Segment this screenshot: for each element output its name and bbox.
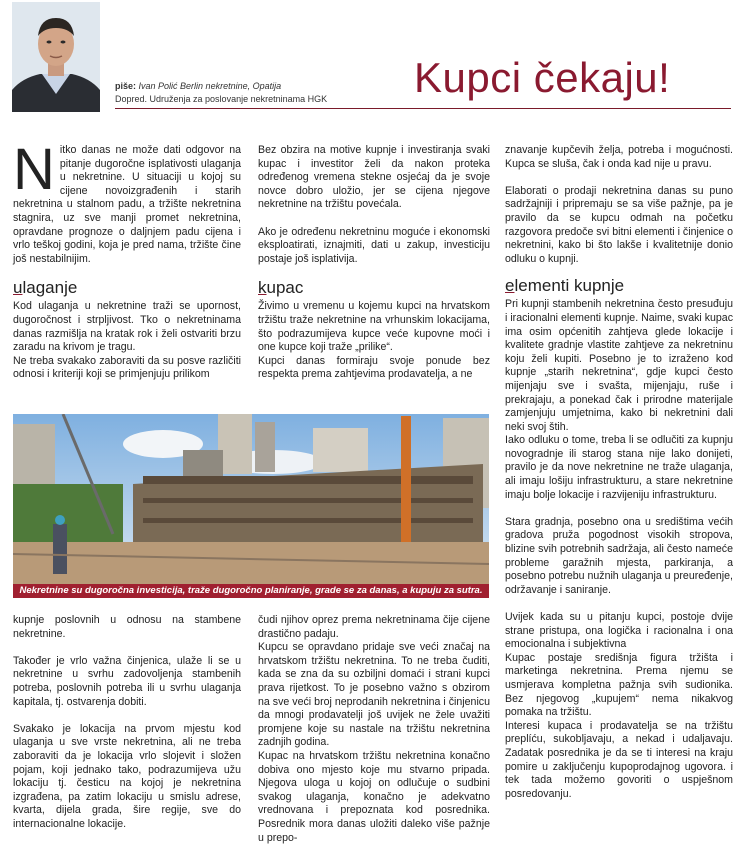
construction-photo [13,414,489,586]
column-2-top [258,144,490,382]
drop-cap: N [13,137,55,202]
paragraph: Interesi kupaca i prodavatelja se na tržištu preplíću, sukobljavaju, a nekad i udaljavaju. Zadatak posrednika je da se ti interesi na kraju pomire u zaključenju kupoprodajnog ugovora. i tek tada možemo govoriti o uspješnom posredovanju. [505,719,733,800]
author-photo [12,2,100,112]
paragraph: Kod ulaganja u nekretnine traži se upornost, dugoročnost i strpljivost. Tko o nekretninama danas razmišlja na kratak rok i želi ostvariti brzu zaradu na krivom je tragu. [13,300,241,354]
construction-site-image [13,414,489,586]
byline-author: Ivan Polić Berlin nekretnine, Opatija [138,81,282,91]
byline [115,80,327,106]
paragraph: Pri kupnji stambenih nekretnina često presuđuju i iracionalni elementi kupnje. Naime, svaki kupac ima osim općenitih zahtjeva glede lokacije i kvalitete gradnje vlastite zahtjeve za nekretninu koju želi kupiti. Posebno je to izraženo kod kupnje „starih nekretnina“, gdje kupci često mijenjaju sve i svašta, mijenjaju, ruše i prekrajaju, a ponekad čak i prirodne materijale zamjenjuju umjetnima, kako bi nekretnini dali neki svoj štih. [505,298,733,433]
paragraph: Ako je određenu nekretninu moguće i ekonomski eksploatirati, iznajmiti, dati u zakup, investiciju postaje još isplativija. [258,225,490,265]
subheading-elementi-kupnje: elementi kupnje [505,276,625,296]
paragraph: čudi njihov oprez prema nekretninama čije cijene drastično padaju. [258,614,490,640]
paragraph: Kupcu se opravdano pridaje sve veći značaj na hrvatskom tržištu nekretnina. To ne treba čuditi, kada se zna da su ozbiljni domaći i strani kupci prava rijetkost. To je posebno važno s obzirom na sve veći broj neprodanih nekretnina i činjenicu da mnogi prodavatelji još uvijek ne žele uvažiti promjene koje su nastale na tržištu nekretnina zadnjih godina. [258,641,490,749]
paragraph: Uvijek kada su u pitanju kupci, postoje dvije strane pristupa, ona logička i racionalna i ona emocionalna i subjektivna [505,611,733,651]
paragraph: Kupac postaje središnja figura tržišta i marketinga nekretnina. Prema njemu se usmjerava kompletna pažnja svih sudionika. Bez njegovog „kupujem“ nema nikakvog pomaka na tržištu. [505,651,733,719]
paragraph: Također je vrlo važna činjenica, ulaže li se u nekretnine u svrhu zadovoljenja stambenih potreba, poslovnih potreba ili u svrhu ulaganja kapitala, tj. ostvarenja dobiti. [13,654,241,708]
paragraph: Kupci danas formiraju svoje ponude bez respekta prema zahtjevima prodavatelja, a ne [258,354,490,381]
photo-caption: Nekretnine su dugoročna investicija, traže dugoročno planiranje, grade se za danas, a kupuju za sutra. [13,584,489,598]
paragraph: Iako odluku o tome, treba li se odlučiti za kupnju novogradnje ili starog stana nije lako donijeti, pravilo je da nove nekretnine ne traže ulaganja, ali imaju lošiju infrastrukturu, a stare nekretnine imaju bolje lokacije i razvijeniju infrastrukturu. [505,434,733,501]
article-headline: Kupci čekaju! [414,54,671,101]
column-3 [505,144,733,801]
paragraph: Bez obzira na motive kupnje i investiranja svaki kupac i investitor želi da nakon proteka određenog vremena stekne osjećaj da je svoje novce dobro uložio, jer se cijena njegove nekretnine na tržištu povećala. [258,144,490,211]
subheading-kupac: kupac [258,278,304,298]
column-2-bottom [258,614,490,845]
paragraph: Ne treba svakako zaboraviti da su posve različiti odnosi i kriteriji koji se primjenjuju prilikom [13,354,241,381]
column-1-bottom [13,614,241,832]
header-rule [115,108,731,109]
paragraph: Svakako je lokacija na prvom mjestu kod ulaganja u sve vrste nekretnina, ali ne treba zaboraviti da je lokacija vrlo slojevit i složen pojam, koji jednako tako, podrazumijeva užu lokaciju tj. česticu na kojoj je nekretnina izgrađena, pa zatim lokaciju u smislu adrese, kvarta, dijela grada, šire regije, sve do internacionalne lokacije. [13,722,241,830]
paragraph: Stara gradnja, posebno ona u središtima većih gradova pruža pogodnost visokih stropova, blizine svih potrebnih sadržaja, ali često nameće probleme garažnih mjesta, parkiranja, a posebno potrebu nužnih ulaganja u preuređenje, održavanje i saniranje. [505,515,733,596]
byline-role: Dopred. Udruženja za poslovanje nekretninama HGK [115,94,328,104]
subheading-ulaganje: ulaganje [13,278,78,298]
paragraph: Kupac na hrvatskom tržištu nekretnina konačno dobiva ono mjesto koje mu stvarno pripada. Njegova uloga u kojoj on odlučuje o sudbini svakog ulaganja, konačno je adekvatno vrednovana i prepoznata kod posrednika. Posrednik mora danas uložiti daleko više pažnje u prepo- [258,749,490,844]
column-1-top [13,137,241,382]
paragraph: znavanje kupčevih želja, potreba i mogućnosti. Kupca se sluša, čak i onda kad nije u pravu. [505,144,733,170]
intro-paragraph: Nitko danas ne može dati odgovor na pitanje dugoročne isplativosti ulaganja u nekretnine. U situaciji u kojoj su cijene novoizgrađenih i starih nekretnina u stalnom padu, a tržište nekretnina stagnira, uz sve manji promet nekretnina, opravdane prognoze o daljnjem padu cijena i vrlo teškoj godini, koja je pred nama, tržište čine još nestabilnijim. [13,137,241,265]
paragraph: Elaborati o prodaji nekretnina danas su puno sadržajniji i pripremaju se sa više pažnje, pa je pravilo da se kupcu odmah na početku razgovora predoče svi bitni elementi i činjenice o nekretnini, kako bi što lakše i kvalitetnije donio odluku o kupnji. [505,184,733,265]
paragraph: Živimo u vremenu u kojemu kupci na hrvatskom tržištu traže nekretnine na vrhunskim lokacijama, što podrazumijeva kupce veće kupovne moći i one kupce koji traže „prilike“. [258,300,490,354]
byline-label: piše: [115,81,137,91]
paragraph: kupnje poslovnih u odnosu na stambene nekretnine. [13,614,241,640]
author-portrait [12,2,100,112]
